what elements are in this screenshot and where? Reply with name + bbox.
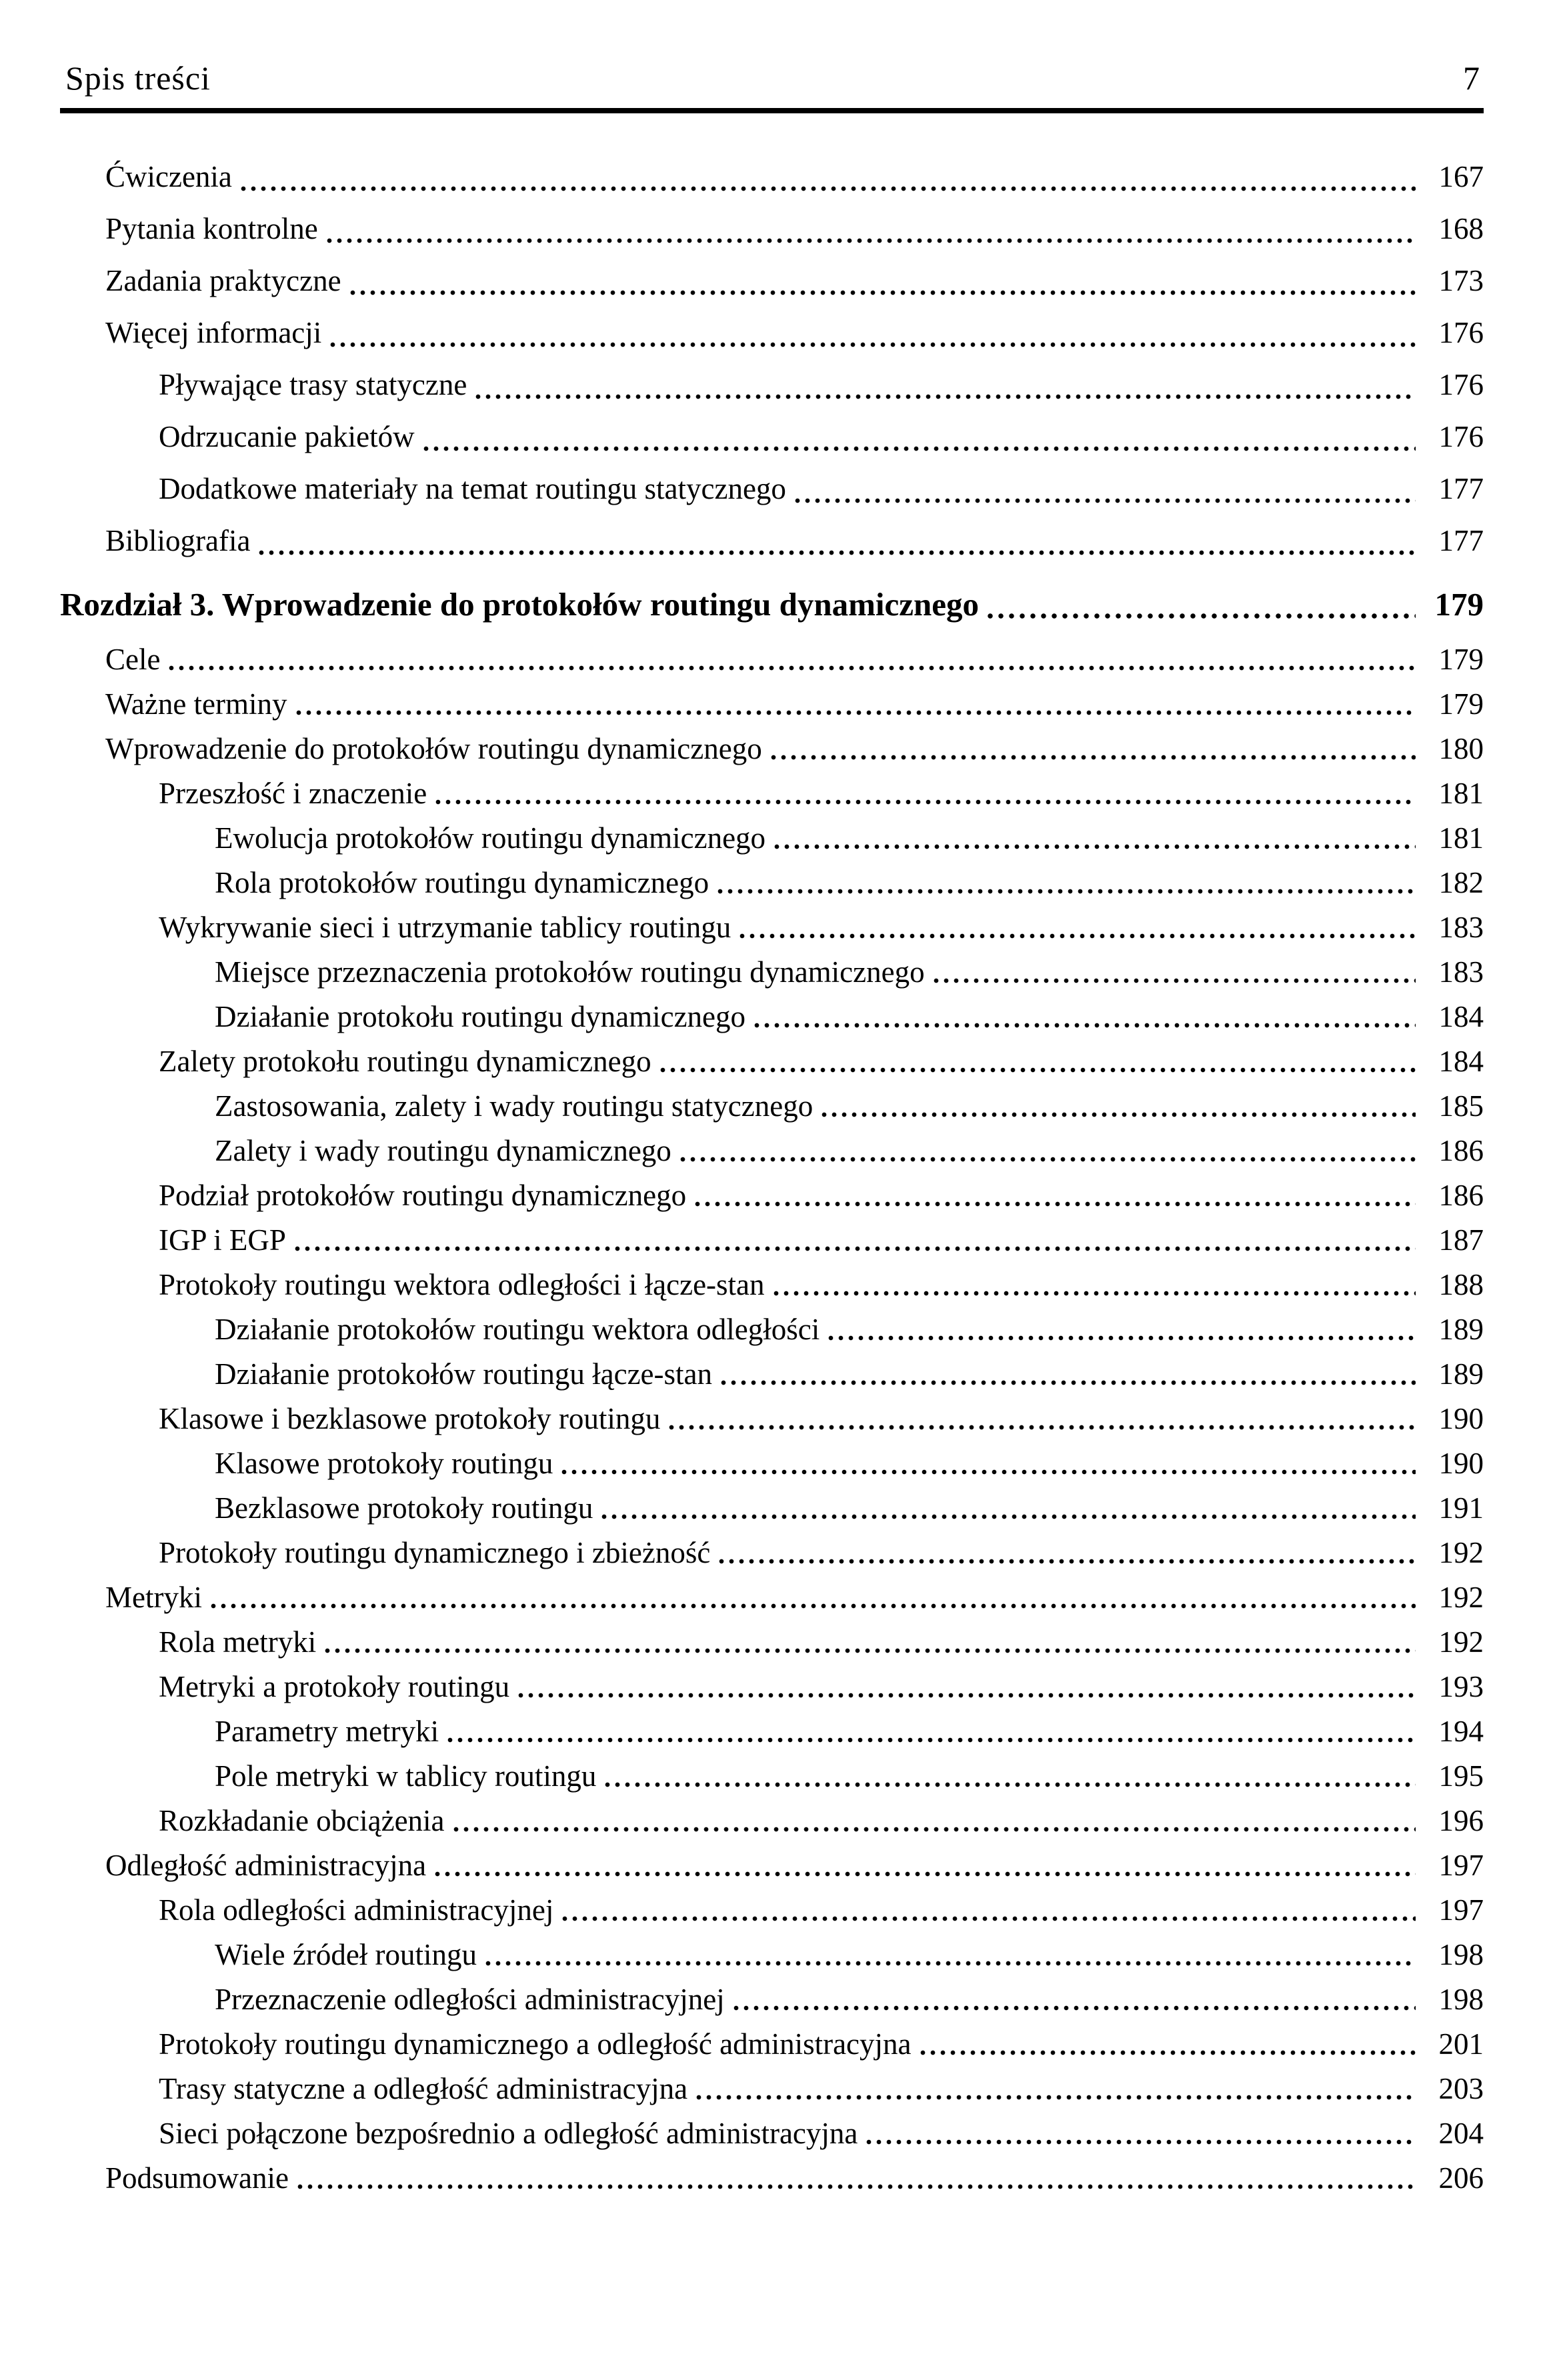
toc-entry	[60, 1307, 1484, 1352]
dot-leader	[329, 341, 1416, 348]
toc-entry	[60, 1218, 1484, 1263]
toc-entry-label: Klasowe i bezklasowe protokoły routingu	[159, 1402, 661, 1435]
dot-leader	[794, 497, 1416, 504]
dot-leader	[517, 1692, 1416, 1699]
toc-page-number: 179	[1434, 586, 1484, 623]
toc-entry-label: Pole metryki w tablicy routingu	[215, 1759, 597, 1793]
toc-page-number: 176	[1438, 316, 1484, 349]
toc-entry-label: Ewolucja protokołów routingu dynamicznego	[215, 821, 766, 855]
toc-entry	[60, 1933, 1484, 1977]
dot-leader	[475, 393, 1416, 400]
dot-leader	[453, 1826, 1416, 1833]
toc-page-number: 186	[1438, 1179, 1484, 1212]
toc-entry-label: IGP i EGP	[159, 1223, 286, 1257]
toc-entry-label: Zalety i wady routingu dynamicznego	[215, 1134, 671, 1167]
toc-page-number: 180	[1438, 732, 1484, 765]
page-number: 7	[1463, 59, 1480, 97]
toc-page-number: 194	[1438, 1715, 1484, 1748]
toc-entry	[60, 463, 1484, 515]
toc-page-number: 191	[1438, 1491, 1484, 1525]
dot-leader	[733, 2005, 1416, 2011]
toc-entry-label: Rozdział 3. Wprowadzenie do protokołów routingu dynamicznego	[60, 586, 980, 623]
toc-entry	[60, 307, 1484, 359]
toc-entry-label: Ćwiczenia	[105, 160, 232, 193]
toc-entry	[60, 905, 1484, 950]
toc-page-number: 179	[1438, 687, 1484, 721]
toc-entry	[60, 2111, 1484, 2156]
toc-page-number: 181	[1438, 821, 1484, 855]
dot-leader	[297, 2183, 1416, 2190]
page-title: Spis treści	[65, 59, 211, 97]
toc-entry-label: Zalety protokołu routingu dynamicznego	[159, 1045, 651, 1078]
dot-leader	[258, 549, 1416, 556]
toc-entry-label: Podział protokołów routingu dynamicznego	[159, 1179, 687, 1212]
toc-entry	[60, 1799, 1484, 1843]
toc-entry	[60, 1397, 1484, 1441]
dot-leader	[828, 1335, 1416, 1341]
dot-leader	[770, 754, 1416, 761]
toc-page-number: 192	[1438, 1536, 1484, 1569]
toc-entry-label: Metryki a protokoły routingu	[159, 1670, 510, 1703]
dot-leader	[987, 613, 1416, 619]
dot-leader	[920, 2049, 1416, 2056]
toc-page-number: 177	[1438, 524, 1484, 557]
dot-leader	[324, 1647, 1416, 1654]
toc-page-number: 177	[1438, 472, 1484, 505]
toc-entry-label: Odległość administracyjna	[105, 1849, 427, 1882]
toc-entry-label: Parametry metryki	[215, 1715, 439, 1748]
page-header	[60, 59, 1484, 97]
dot-leader	[821, 1111, 1416, 1118]
toc-entry-label: Bibliografia	[105, 524, 251, 557]
toc-entry	[60, 682, 1484, 727]
toc-page-number: 206	[1438, 2161, 1484, 2195]
dot-leader	[561, 1915, 1416, 1922]
toc-page-number: 198	[1438, 1983, 1484, 2016]
dot-leader	[720, 1379, 1416, 1386]
toc-entry	[60, 1441, 1484, 1486]
toc-page-number: 193	[1438, 1670, 1484, 1703]
toc-entry-label: Zastosowania, zalety i wady routingu statycznego	[215, 1089, 814, 1123]
dot-leader	[604, 1781, 1416, 1788]
toc-entry	[60, 359, 1484, 411]
toc-entry	[60, 950, 1484, 995]
toc-entry	[60, 1486, 1484, 1531]
toc-entry	[60, 1888, 1484, 1933]
dot-leader	[753, 1022, 1416, 1029]
dot-leader	[866, 2139, 1416, 2145]
toc-page-number: 167	[1438, 160, 1484, 193]
toc-entry	[60, 411, 1484, 463]
toc-entry-label: Protokoły routingu dynamicznego i zbieżność	[159, 1536, 711, 1569]
toc-entry-label: Dodatkowe materiały na temat routingu statycznego	[159, 472, 786, 505]
toc-entry-label: Podsumowanie	[105, 2161, 289, 2195]
toc-entry	[60, 1263, 1484, 1307]
toc-page-number: 195	[1438, 1759, 1484, 1793]
dot-leader	[773, 1290, 1416, 1297]
toc-entry	[60, 771, 1484, 816]
dot-leader	[695, 2094, 1416, 2101]
toc-entry-label: Trasy statyczne a odległość administracyjna	[159, 2072, 688, 2105]
toc-entry	[60, 727, 1484, 771]
toc-page-number: 188	[1438, 1268, 1484, 1301]
dot-leader	[434, 1871, 1416, 1877]
toc-entry	[60, 2022, 1484, 2067]
toc-entry	[60, 2156, 1484, 2201]
toc-page-number: 186	[1438, 1134, 1484, 1167]
dot-leader	[435, 799, 1416, 805]
dot-leader	[739, 933, 1416, 939]
toc-page-number: 168	[1438, 212, 1484, 245]
toc-page-number: 189	[1438, 1357, 1484, 1391]
toc-page-number: 204	[1438, 2117, 1484, 2150]
dot-leader	[561, 1469, 1416, 1475]
toc-entry-label: Rozkładanie obciążenia	[159, 1804, 445, 1837]
toc-page-number: 183	[1438, 911, 1484, 944]
toc-page-number: 179	[1438, 643, 1484, 676]
toc-page-number: 196	[1438, 1804, 1484, 1837]
dot-leader	[668, 1424, 1416, 1431]
toc-page-number: 187	[1438, 1223, 1484, 1257]
toc-entry	[60, 515, 1484, 567]
toc-entry	[60, 1620, 1484, 1665]
toc-entry-label: Miejsce przeznaczenia protokołów routingu dynamicznego	[215, 955, 925, 989]
toc-entry	[60, 1709, 1484, 1754]
toc-entry	[60, 1352, 1484, 1397]
dot-leader	[659, 1067, 1416, 1073]
toc-entry	[60, 1977, 1484, 2022]
toc-page-number: 184	[1438, 1045, 1484, 1078]
dot-leader	[423, 445, 1416, 452]
toc-entry	[60, 1531, 1484, 1575]
toc-entry	[60, 2067, 1484, 2111]
dot-leader	[326, 237, 1416, 244]
toc-page-number: 192	[1438, 1581, 1484, 1614]
toc-page-number: 190	[1438, 1447, 1484, 1480]
toc-entry	[60, 203, 1484, 255]
toc-entry	[60, 1129, 1484, 1173]
toc-chapter-heading	[60, 579, 1484, 631]
toc-page-number: 183	[1438, 955, 1484, 989]
toc-entry-label: Protokoły routingu dynamicznego a odległość administracyjna	[159, 2027, 912, 2061]
toc-page-number: 182	[1438, 866, 1484, 899]
toc-entry-label: Pływające trasy statyczne	[159, 368, 467, 401]
toc-page-number: 190	[1438, 1402, 1484, 1435]
toc-entry-label: Metryki	[105, 1581, 202, 1614]
toc-entry-label: Protokoły routingu wektora odległości i łącze-stan	[159, 1268, 765, 1301]
toc-entry-label: Przeznaczenie odległości administracyjnej	[215, 1983, 725, 2016]
toc-entry-label: Przeszłość i znaczenie	[159, 777, 427, 810]
toc-entry-label: Działanie protokołu routingu dynamicznego	[215, 1000, 746, 1033]
dot-leader	[694, 1201, 1416, 1207]
toc-entry	[60, 1084, 1484, 1129]
toc-entry	[60, 255, 1484, 307]
toc-page-number: 201	[1438, 2027, 1484, 2061]
toc-entry-label: Rola protokołów routingu dynamicznego	[215, 866, 709, 899]
toc-entry-label: Działanie protokołów routingu łącze-stan	[215, 1357, 712, 1391]
toc-entry	[60, 1665, 1484, 1709]
toc-entry-label: Wiele źródeł routingu	[215, 1938, 477, 1971]
toc-page-number: 189	[1438, 1313, 1484, 1346]
toc-page-number: 197	[1438, 1893, 1484, 1927]
toc-page-number: 198	[1438, 1938, 1484, 1971]
dot-leader	[447, 1737, 1416, 1743]
dot-leader	[717, 888, 1416, 895]
dot-leader	[294, 1245, 1416, 1252]
toc-entry-label: Ważne terminy	[105, 687, 287, 721]
toc-entry-label: Pytania kontrolne	[105, 212, 318, 245]
toc-page-number: 181	[1438, 777, 1484, 810]
toc-page-number: 184	[1438, 1000, 1484, 1033]
toc-entry	[60, 1575, 1484, 1620]
toc-entry-label: Zadania praktyczne	[105, 264, 341, 297]
dot-leader	[718, 1558, 1416, 1565]
toc-page-number: 185	[1438, 1089, 1484, 1123]
dot-leader	[679, 1156, 1416, 1163]
toc-entry-label: Bezklasowe protokoły routingu	[215, 1491, 593, 1525]
toc-entry	[60, 861, 1484, 905]
toc-entry	[60, 151, 1484, 203]
toc-page-number: 197	[1438, 1849, 1484, 1882]
table-of-contents	[60, 151, 1484, 2201]
toc-entry-label: Odrzucanie pakietów	[159, 420, 415, 453]
toc-entry-label: Sieci połączone bezpośrednio a odległość administracyjna	[159, 2117, 858, 2150]
toc-entry	[60, 1843, 1484, 1888]
toc-page-number: 176	[1438, 420, 1484, 453]
toc-entry-label: Rola metryki	[159, 1625, 317, 1659]
dot-leader	[240, 185, 1416, 192]
toc-entry	[60, 1754, 1484, 1799]
header-rule	[60, 108, 1484, 113]
toc-entry-label: Więcej informacji	[105, 316, 322, 349]
dot-leader	[601, 1513, 1416, 1520]
dot-leader	[349, 289, 1416, 296]
dot-leader	[485, 1960, 1416, 1967]
toc-page-number: 192	[1438, 1625, 1484, 1659]
toc-entry-label: Działanie protokołów routingu wektora odległości	[215, 1313, 820, 1346]
dot-leader	[295, 709, 1416, 716]
toc-entry-label: Cele	[105, 643, 161, 676]
toc-entry	[60, 1039, 1484, 1084]
toc-entry-label: Wykrywanie sieci i utrzymanie tablicy routingu	[159, 911, 731, 944]
toc-entry	[60, 816, 1484, 861]
toc-entry	[60, 1173, 1484, 1218]
toc-entry	[60, 995, 1484, 1039]
toc-entry-label: Klasowe protokoły routingu	[215, 1447, 553, 1480]
toc-entry	[60, 637, 1484, 682]
toc-page-number: 176	[1438, 368, 1484, 401]
dot-leader	[933, 977, 1416, 984]
toc-page-number: 173	[1438, 264, 1484, 297]
toc-entry-label: Wprowadzenie do protokołów routingu dynamicznego	[105, 732, 762, 765]
dot-leader	[774, 843, 1416, 850]
dot-leader	[168, 665, 1416, 671]
toc-page-number: 203	[1438, 2072, 1484, 2105]
dot-leader	[210, 1603, 1416, 1609]
toc-entry-label: Rola odległości administracyjnej	[159, 1893, 554, 1927]
